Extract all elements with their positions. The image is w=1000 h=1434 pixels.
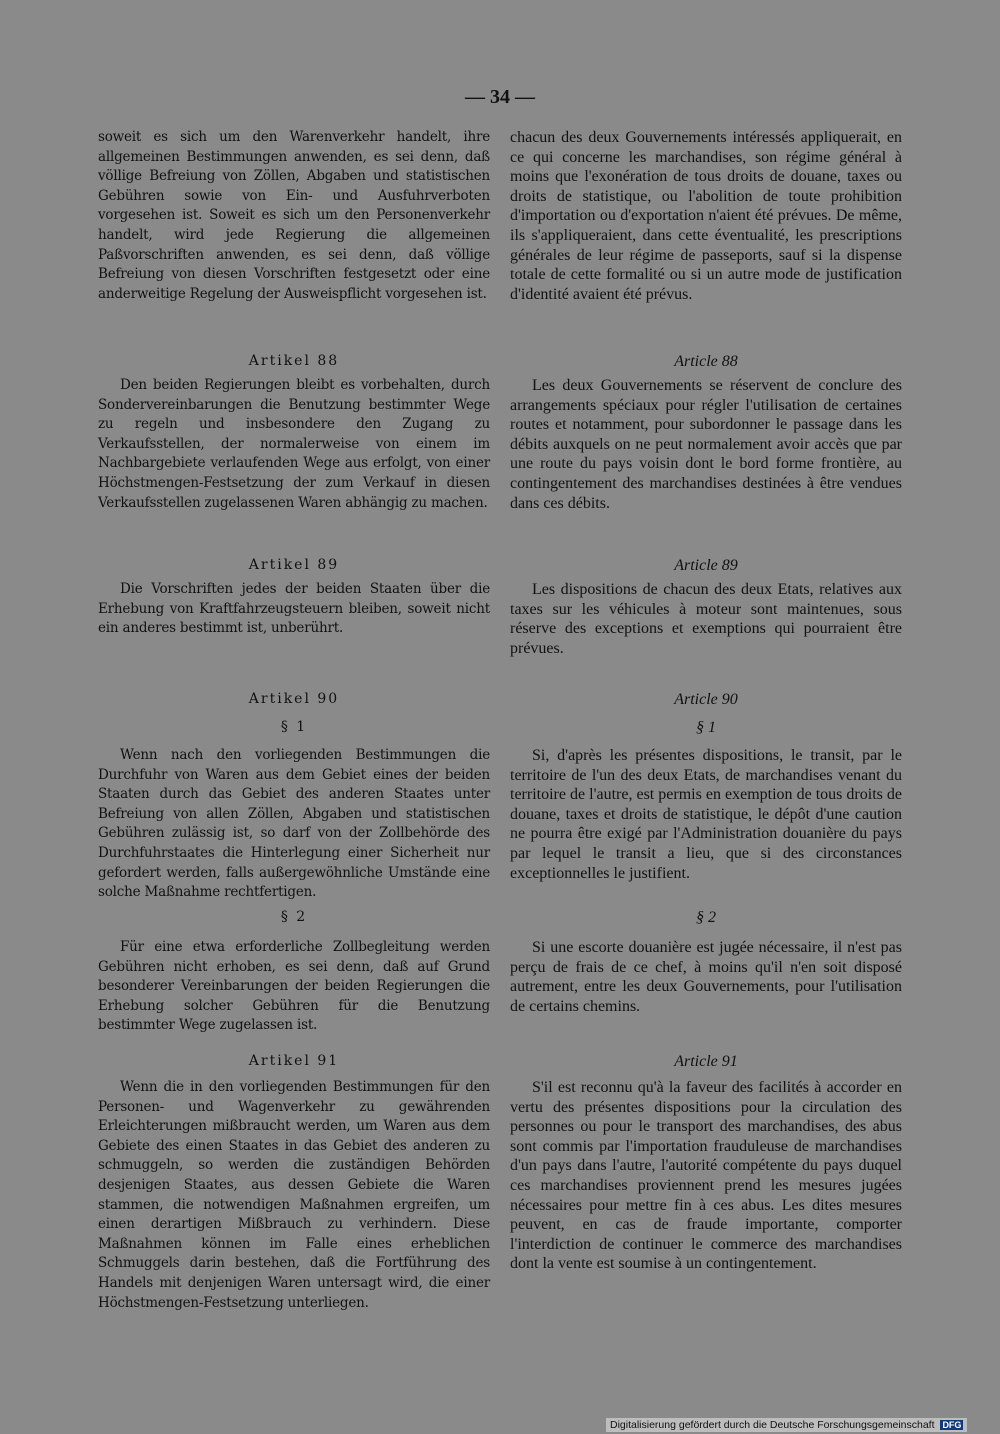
french-article-91-heading: Article 91: [674, 1053, 738, 1070]
french-article-88-heading: Article 88: [674, 353, 738, 370]
german-article-90-section-1-heading: § 1: [280, 719, 308, 735]
german-article-89-text: Die Vorschriften jedes der beiden Staaten über die Erhebung von Kraftfahrzeugsteuern bleiben, soweit nicht ein anderes bestimmt ist, unberührt.: [98, 581, 490, 637]
french-article-88: [510, 376, 902, 513]
french-article-90-section-1-text: Si, d'après les présentes dispositions, le transit, par le territoire de l'un des deux Etats, de marchandises venant du territoire de l'autre, est permis en exemption de tous droits de douane, taxes et droits de statistique, le dépôt d'une caution ne pourra être exigé par l'Administration douanière du pays par lequel le transit a lieu, que si des circonstances exceptionnelles le justifient.: [510, 747, 902, 882]
french-article-90-section-1-heading: § 1: [696, 719, 716, 736]
french-article-90-heading: Article 90: [674, 691, 738, 708]
french-article-88-text: Les deux Gouvernements se réservent de conclure des arrangements spéciaux pour régler l'utilisation de certaines routes et notamment, pour subordonner le passage dans les débits auxquels on ne peut normalement avoir accès que par une route du pays voisin dont le bord forme frontière, au contingentement des marchandises destinées à être vendues dans ces débits.: [510, 377, 902, 512]
german-article-88-text: Den beiden Regierungen bleibt es vorbehalten, durch Sondervereinbarungen die Benutzung bestimmter Wege zu regeln und insbesondere den Zugang zu Verkaufsstellen, der normalerweise von einem im Nachbargebiete verlaufenden Wege aus erfolgt, von einer Höchstmengen-Festsetzung der zum Verkauf in diesen Verkaufsstellen zugelassenen Waren abhängig zu machen.: [98, 377, 490, 511]
digitization-footer: [606, 1418, 967, 1432]
german-intro: [98, 128, 490, 304]
page-number: — 34 —: [465, 86, 535, 108]
french-article-90-section-2-text: Si une escorte douanière est jugée nécessaire, il n'est pas perçu de frais de ce chef, à moins qu'il n'en soit disposé autrement, entre les deux Gouvernements, pour l'utilisation de certains chemins.: [510, 939, 902, 1015]
german-article-90-section-2: [98, 938, 490, 1036]
german-article-91: [98, 1078, 490, 1313]
german-article-88: [98, 376, 490, 513]
german-article-91-text: Wenn die in den vorliegenden Bestimmungen für den Personen- und Wagenverkehr zu gewährenden Erleichterungen mißbraucht werden, um Waren aus dem Gebiete des einen Staates in das Gebiet des anderen zu schmuggeln, so werden die zuständigen Behörden desjenigen Staates, aus dessen Gebiete die Waren stammen, die notwendigen Maßnahmen ergreifen, um einen derartigen Mißbrauch zu verhindern. Diese Maßnahmen können im Falle eines erheblichen Schmuggels darin bestehen, daß die Fortführung des Handels mit denjenigen Waren untersagt wird, die einer Höchstmengen-Festsetzung unterliegen.: [98, 1079, 490, 1311]
german-article-90-section-2-text: Für eine etwa erforderliche Zollbegleitung werden Gebühren nicht erhoben, es sei denn, daß auf Grund besonderer Vereinbarungen der beiden Regierungen die Erhebung solcher Gebühren für die Benutzung bestimmter Wege zugelassen ist.: [98, 939, 490, 1034]
french-article-90-section-1: [510, 746, 902, 883]
german-article-89: [98, 580, 490, 639]
dfg-logo: DFG: [942, 1420, 962, 1430]
german-article-88-heading: Artikel 88: [248, 353, 340, 369]
footer-text: Digitalisierung gefördert durch die Deutsche Forschungsgemeinschaft: [610, 1419, 935, 1431]
german-article-90-section-1-text: Wenn nach den vorliegenden Bestimmungen die Durchfuhr von Waren aus dem Gebiet eines der beiden Staaten durch das Gebiet des anderen Staates unter Befreiung von allen Zöllen, Abgaben und statistischen Gebühren zulässig ist, so darf von der Zollbehörde des Durchfuhrstaates die Hinterlegung einer Sicherheit nur gefordert werden, falls außergewöhnliche Umstände eine solche Maßnahme rechtfertigen.: [98, 747, 490, 901]
german-article-90-section-1: [98, 746, 490, 903]
german-article-90-section-2-heading: § 2: [280, 909, 308, 925]
french-article-89-heading: Article 89: [674, 557, 738, 574]
german-article-91-heading: Artikel 91: [248, 1053, 340, 1069]
french-article-89-text: Les dispositions de chacun des deux Etats, relatives aux taxes sur les véhicules à moteur sont maintenues, sous réserve des exceptions et exemptions qui pourraient être prévues.: [510, 581, 902, 657]
german-intro-text: soweit es sich um den Warenverkehr handelt, ihre allgemeinen Bestimmungen anwenden, es sei denn, daß völlige Befreiung von Zöllen, Abgaben und statistischen Gebühren sowie von Ein- und Ausfuhrverboten vorgesehen ist. Soweit es sich um den Personenverkehr handelt, wird jede Regierung die allgemeinen Paßvorschriften anwenden, es sei denn, daß völlige Befreiung von diesen Vorschriften festgesetzt oder eine anderweitige Regelung der Ausweispflicht vorgesehen ist.: [98, 129, 490, 302]
german-article-89-heading: Artikel 89: [248, 557, 340, 573]
french-article-91: [510, 1078, 902, 1274]
french-article-89: [510, 580, 902, 658]
french-article-90-section-2-heading: § 2: [696, 909, 716, 926]
french-article-90-section-2: [510, 938, 902, 1016]
german-article-90-heading: Artikel 90: [248, 691, 340, 707]
french-intro: [510, 128, 902, 304]
french-intro-text: chacun des deux Gouvernements intéressés appliquerait, en ce qui concerne les marchandises, son régime général à moins que l'exonération de tous droits de douane, taxes ou droits de statistique, ou l'abolition de toute prohibition d'importation ou d'exportation n'aient été prévues. De même, ils s'appliqueraient, dans cette éventualité, les prescriptions générales de leur régime de passeports, sauf si la dispense totale de cette formalité ou si un autre mode de justification d'identité avaient été prévus.: [510, 129, 902, 303]
french-article-91-text: S'il est reconnu qu'à la faveur des facilités à accorder en vertu des présentes dispositions pour la circulation des personnes ou pour le transport des marchandises, des abus sont commis par l'importation frauduleuse de marchandises d'un pays dans l'autre, l'autorité compétente du pays duquel ces marchandises proviennent prend les mesures jugées nécessaires pour mettre fin à ces abus. Les dites mesures peuvent, en cas de fraude importante, comporter l'interdiction de continuer le commerce des marchandises dont la vente est soumise à un contingentement.: [510, 1079, 902, 1273]
